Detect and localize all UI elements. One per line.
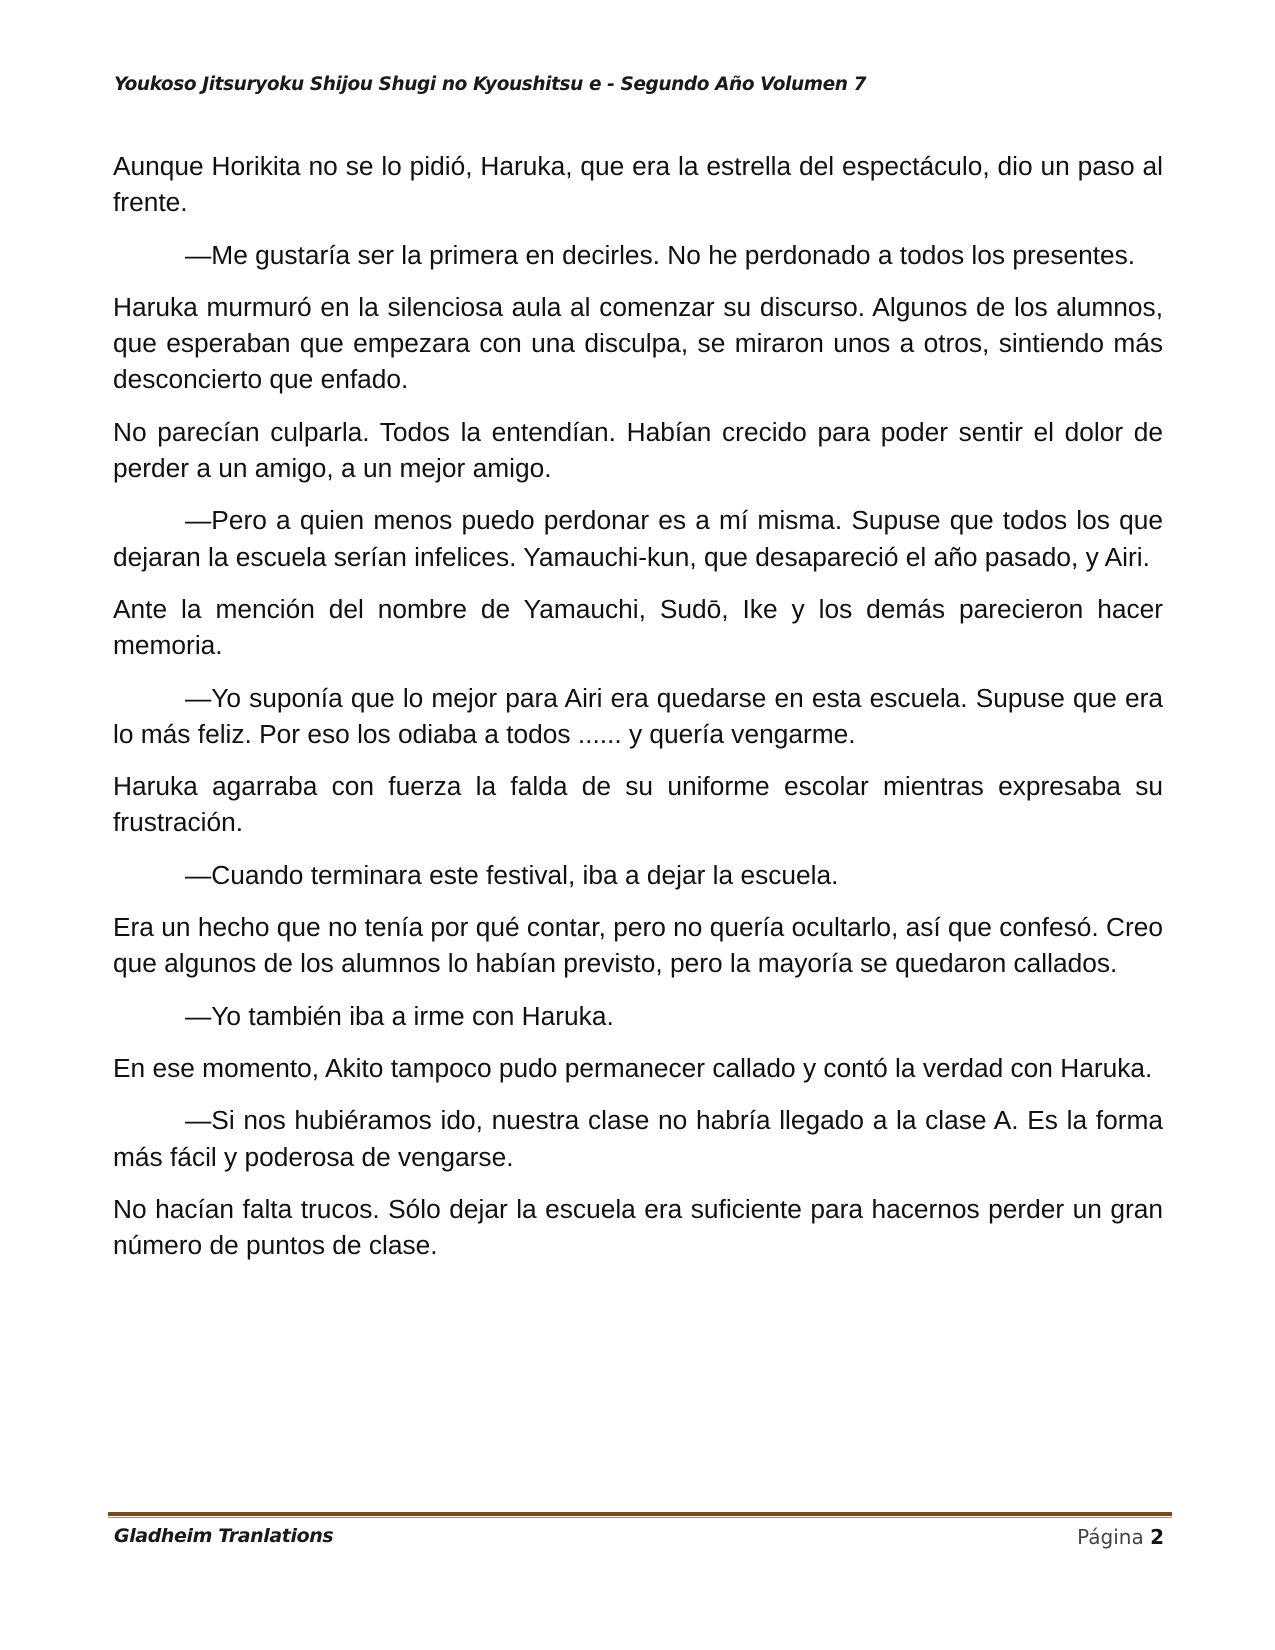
paragraph: Haruka agarraba con fuerza la falda de su uniforme escolar mientras expresaba su frustración. (113, 771, 1163, 838)
footer-credit: Gladheim Tranlations (114, 1525, 334, 1547)
paragraph: No hacían falta trucos. Sólo dejar la escuela era suficiente para hacernos perder un gran número de puntos de clase. (113, 1193, 1163, 1261)
footer-rule (108, 1512, 1172, 1518)
paragraph: No parecían culparla. Todos la entendían. Habían crecido para poder sentir el dolor de perder a un amigo, a un mejor amigo. (113, 416, 1163, 484)
dialogue-paragraph: —Cuando terminara este festival, iba a dejar la escuela. (185, 859, 839, 890)
paragraph: Ante la mención del nombre de Yamauchi, Sudō, Ike y los demás parecieron hacer memoria. (113, 593, 1163, 661)
dialogue-paragraph: —Yo suponía que lo mejor para Airi era quedarse en esta escuela. Supuse que era lo más feliz. Por eso los odiaba a todos ...... y quería vengarme. (113, 682, 1163, 749)
page-label: Página (1077, 1525, 1144, 1549)
dialogue-paragraph: —Yo también iba a irme con Haruka. (185, 1000, 614, 1031)
dialogue-paragraph: —Me gustaría ser la primera en decirles. No he perdonado a todos los presentes. (185, 239, 1136, 270)
page-number-label (1077, 1525, 1164, 1549)
dialogue-paragraph: —Pero a quien menos puedo perdonar es a mí misma. Supuse que todos los que dejaran la escuela serían infelices. Yamauchi-kun, que desapareció el año pasado, y Airi. (113, 505, 1163, 572)
page-number: 2 (1150, 1525, 1164, 1549)
paragraph: Aunque Horikita no se lo pidió, Haruka, que era la estrella del espectáculo, dio un paso al frente. (113, 151, 1163, 218)
dialogue-paragraph: —Si nos hubiéramos ido, nuestra clase no habría llegado a la clase A. Es la forma más fácil y poderosa de vengarse. (113, 1105, 1163, 1172)
paragraph: Era un hecho que no tenía por qué contar, pero no quería ocultarlo, así que confesó. Creo que algunos de los alumnos lo habían previsto, pero la mayoría se quedaron callados. (113, 912, 1163, 979)
paragraph: Haruka murmuró en la silenciosa aula al comenzar su discurso. Algunos de los alumnos, que esperaban que empezara con una disculpa, se miraron unos a otros, sintiendo más desconcierto que enfado. (113, 291, 1163, 395)
paragraph: En ese momento, Akito tampoco pudo permanecer callado y contó la verdad con Haruka. (113, 1052, 1153, 1083)
running-header: Youkoso Jitsuryoku Shijou Shugi no Kyoushitsu e - Segundo Año Volumen 7 (114, 74, 867, 95)
page-body (113, 148, 1163, 1279)
